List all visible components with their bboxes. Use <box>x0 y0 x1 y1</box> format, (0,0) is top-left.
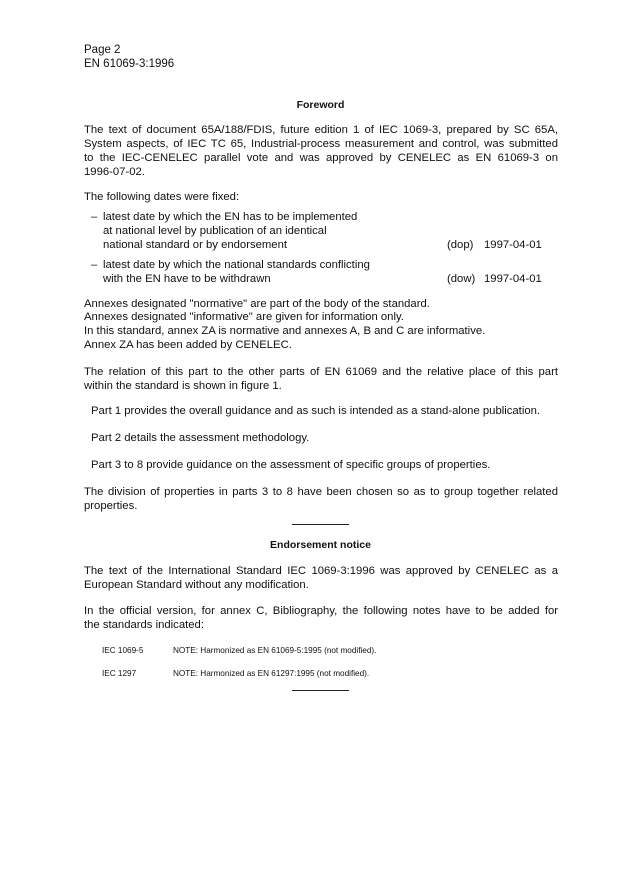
standard-reference: IEC 1069-5 <box>102 646 144 655</box>
section-divider <box>292 524 349 525</box>
date-ref-code: (dow) <box>447 273 476 285</box>
foreword-title: Foreword <box>296 99 345 111</box>
dates-intro: The following dates were fixed: <box>84 191 240 203</box>
part-2-description: Part 2 details the assessment methodology. <box>91 432 310 444</box>
date-item-text: latest date by which the national standards conflicting <box>103 259 370 271</box>
paragraph-line: The division of properties in parts 3 to 8 have been chosen so as to group together related <box>84 486 558 498</box>
endorsement-title: Endorsement notice <box>270 539 371 551</box>
paragraph-line: Annex ZA has been added by CENELEC. <box>84 339 292 351</box>
paragraph-line: The relation of this part to the other parts of EN 61069 and the relative place of this part <box>84 366 558 378</box>
list-dash: – <box>91 259 98 271</box>
date-item-text: latest date by which the EN has to be implemented <box>103 211 358 223</box>
paragraph-line: Annexes designated "informative" are given for information only. <box>84 311 404 323</box>
paragraph-line: In this standard, annex ZA is normative and annexes A, B and C are informative. <box>84 325 486 337</box>
paragraph-line: Annexes designated "normative" are part of the body of the standard. <box>84 298 430 310</box>
date-ref-code: (dop) <box>447 239 474 251</box>
paragraph-line: The text of document 65A/188/FDIS, future edition 1 of IEC 1069-3, prepared by SC 65A, <box>84 124 558 136</box>
paragraph-line: The text of the International Standard IEC 1069-3:1996 was approved by CENELEC as a <box>84 565 558 577</box>
paragraph-line: 1996-07-02. <box>84 166 145 178</box>
paragraph-line: European Standard without any modification. <box>84 579 309 591</box>
date-item-text: national standard or by endorsement <box>103 239 288 251</box>
page-number: Page 2 <box>84 44 121 56</box>
date-item-dow <box>91 259 561 287</box>
date-value: 1997-04-01 <box>484 239 542 251</box>
part-3-8-description: Part 3 to 8 provide guidance on the assessment of specific groups of properties. <box>91 459 491 471</box>
paragraph-line: within the standard is shown in figure 1. <box>84 380 282 392</box>
harmonization-note: NOTE: Harmonized as EN 61297:1995 (not modified). <box>173 669 370 678</box>
harmonization-note: NOTE: Harmonized as EN 61069-5:1995 (not modified). <box>173 646 377 655</box>
section-divider <box>292 690 349 691</box>
date-item-text: at national level by publication of an identical <box>103 225 327 237</box>
date-value: 1997-04-01 <box>484 273 542 285</box>
document-number: EN 61069-3:1996 <box>84 58 175 70</box>
part-1-description: Part 1 provides the overall guidance and as such is intended as a stand-alone publication. <box>91 405 541 417</box>
date-item-dop <box>91 211 561 253</box>
paragraph-line: to the IEC-CENELEC parallel vote and was approved by CENELEC as EN 61069-3 on <box>84 152 558 164</box>
list-dash: – <box>91 211 98 223</box>
paragraph-line: the standards indicated: <box>84 619 204 631</box>
paragraph-line: In the official version, for annex C, Bibliography, the following notes have to be added for <box>84 605 558 617</box>
standard-reference: IEC 1297 <box>102 669 137 678</box>
paragraph-line: properties. <box>84 500 138 512</box>
date-item-text: with the EN have to be withdrawn <box>103 273 271 285</box>
paragraph-line: System aspects, of IEC TC 65, Industrial-process measurement and control, was submitted <box>84 138 558 150</box>
